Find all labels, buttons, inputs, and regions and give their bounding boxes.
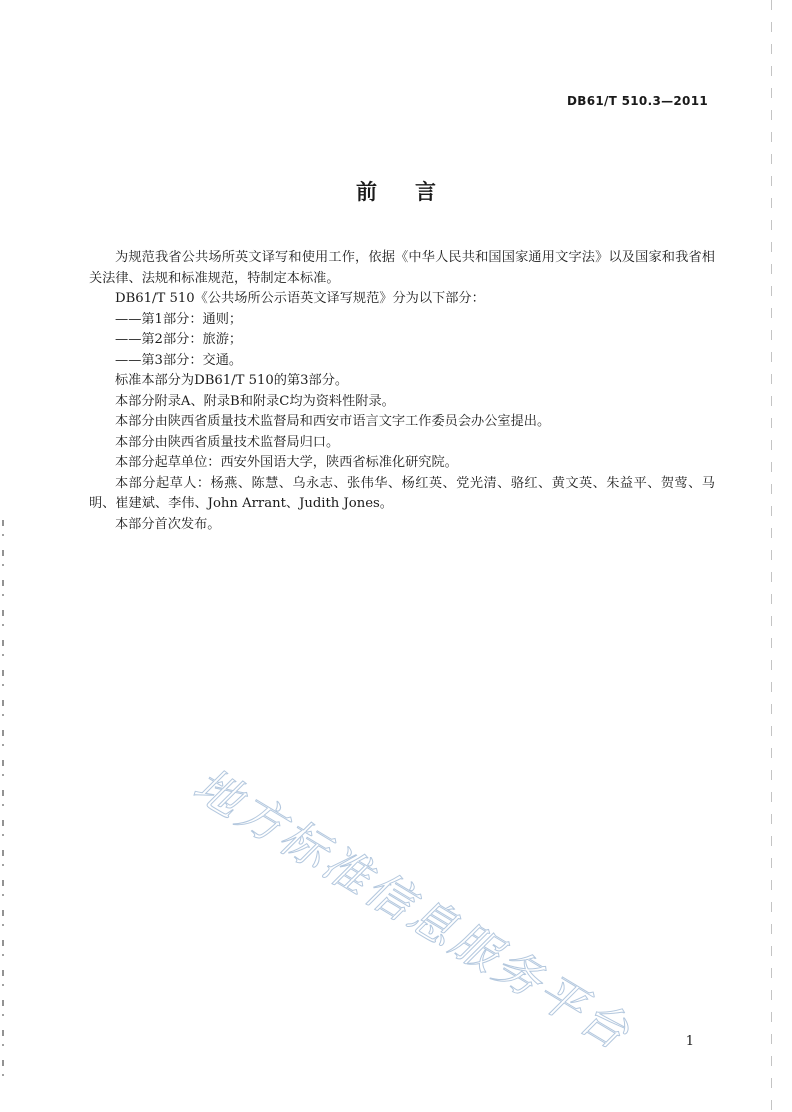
page-title: 前言 (356, 180, 474, 204)
paragraph-part-1: ——第1部分：通则； (115, 311, 243, 327)
document-code: DB61/T 510.3—2011 (566, 94, 708, 108)
paragraph-drafting-units: 本部分起草单位：西安外国语大学，陕西省标准化研究院。 (115, 455, 458, 470)
page-number: 1 (685, 1034, 694, 1049)
body-text (89, 248, 715, 535)
paragraph-proposed-by: 本部分由陕西省质量技术监督局和西安市语言文字工作委员会办公室提出。 (115, 414, 551, 429)
paragraph-purpose: 为规范我省公共场所英文译写和使用工作，依据《中华人民共和国国家通用文字法》以及国家和我省相关法律、法规和标准规范，特制定本标准。 (89, 250, 715, 286)
watermark: 地方标准信息服务平台 (184, 757, 641, 1062)
paragraph-managed-by: 本部分由陕西省质量技术监督局归口。 (115, 434, 340, 450)
paragraph-this-part: 标准本部分为DB61/T 510的第3部分。 (115, 373, 349, 388)
paragraph-parts-intro: DB61/T 510《公共场所公示语英文译写规范》分为以下部分： (115, 291, 485, 306)
paragraph-part-3: ——第3部分：交通。 (115, 352, 243, 368)
paragraph-appendices: 本部分附录A、附录B和附录C均为资料性附录。 (115, 393, 395, 409)
paragraph-part-2: ——第2部分：旅游； (115, 332, 243, 347)
scan-edge-right (771, 0, 772, 1112)
paragraph-first-release: 本部分首次发布。 (115, 516, 221, 532)
scan-edge-left (2, 520, 4, 1080)
paragraph-drafters: 本部分起草人：杨燕、陈慧、乌永志、张伟华、杨红英、党光清、骆红、黄文英、朱益平、贺莺、马明、崔建斌、李伟、John Arrant、Judith Jones。 (89, 475, 715, 511)
